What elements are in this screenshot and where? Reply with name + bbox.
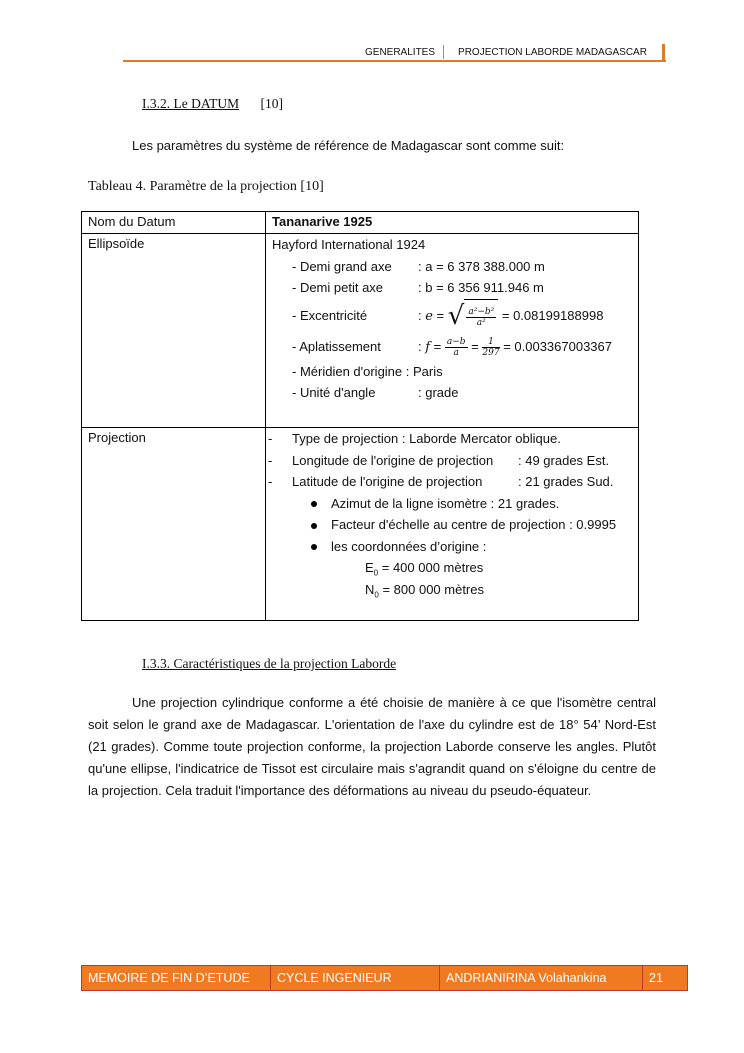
header-end-bar <box>662 44 665 60</box>
unite-label: - Unité d'angle <box>292 385 376 400</box>
longitude-label: Longitude de l'origine de projection <box>292 452 494 468</box>
footer-author: ANDRIANIRINA Volahankina <box>440 966 643 990</box>
dash-marker: - <box>268 452 273 468</box>
datum-table <box>81 211 639 621</box>
section-heading-datum <box>142 96 283 112</box>
azimut-text: Azimut de la ligne isomètre : 21 grades. <box>331 495 560 511</box>
dash-marker: - <box>268 474 273 489</box>
label-projection: Projection <box>88 430 146 445</box>
footer-page-number: 21 <box>649 971 663 985</box>
demi-grand-value: : a = 6 378 388.000 m <box>418 258 545 274</box>
facteur-text: Facteur d'échelle au centre de projection : 0.9995 <box>331 517 617 532</box>
header-title: PROJECTION LABORDE MADAGASCAR <box>458 46 647 58</box>
cell-value <box>266 428 639 621</box>
facteur-line <box>268 514 638 536</box>
aplatissement-value: = 0.003367003367 <box>503 338 612 354</box>
label-datum-name: Nom du Datum <box>88 214 176 229</box>
excentricite-value: = 0.08199188998 <box>501 307 604 323</box>
section-title: I.3.2. Le DATUM <box>142 96 240 111</box>
unite-value: : grade <box>418 385 459 400</box>
latitude-label: Latitude de l'origine de projection <box>292 474 483 489</box>
dash-marker: - <box>268 431 273 446</box>
bullet-icon <box>311 523 317 529</box>
cell-label <box>82 212 266 234</box>
bullet-icon <box>311 501 317 507</box>
aplatissement-line <box>272 333 638 361</box>
table-caption: Tableau 4. Paramètre de la projection [10] <box>88 179 324 194</box>
e0-var: E <box>365 560 374 575</box>
label-ellipsoid: Ellipsoïde <box>88 236 145 251</box>
longitude-value: : 49 grades Est. <box>518 452 610 468</box>
cell-value <box>266 234 639 428</box>
excentricite-formula: : e = √ $\frac{\text{a²−b²}}{\text{a²}}$ <box>418 308 498 323</box>
section-title: I.3.3. Caractéristiques de la projection Laborde <box>142 656 397 671</box>
footer-cycle: CYCLE INGENIEUR <box>271 966 440 990</box>
latitude-line <box>268 471 638 493</box>
e0-line <box>268 557 638 579</box>
bullet-icon <box>311 544 317 550</box>
projection-type: Type de projection : Laborde Mercator oblique. <box>292 431 561 446</box>
meridien-line: - Méridien d'origine : Paris <box>292 363 443 379</box>
n0-line <box>268 579 638 601</box>
demi-petit-label: - Demi petit axe <box>292 280 384 295</box>
demi-grand-label: - Demi grand axe <box>292 258 392 274</box>
header-rule <box>123 60 666 62</box>
table-row <box>82 234 639 428</box>
cell-label <box>82 234 266 428</box>
intro-text: Les paramètres du système de référence de Madagascar sont comme suit: <box>132 138 565 153</box>
coords-line <box>268 536 638 558</box>
latitude-value: : 21 grades Sud. <box>518 474 614 489</box>
longitude-line <box>268 450 638 472</box>
demi-petit-value: : b = 6 356 911.946 m <box>418 280 544 295</box>
aplatissement-formula: : f = $\frac{a-b}{a}$ = $\frac{1}{297}$ <box>418 336 500 358</box>
cell-value <box>266 212 639 234</box>
n0-value: = 800 000 mètres <box>378 581 484 597</box>
demi-grand-axe-line <box>272 256 638 278</box>
demi-petit-axe-line <box>272 277 638 299</box>
unite-line <box>272 382 638 404</box>
section-ref: [10] <box>260 96 283 111</box>
page-footer <box>81 965 688 991</box>
body-paragraph <box>88 692 656 802</box>
footer-memoire: MEMOIRE DE FIN D’ETUDE <box>82 966 271 990</box>
table-row <box>82 212 639 234</box>
excentricite-label: - Excentricité <box>292 307 368 323</box>
azimut-line <box>268 493 638 515</box>
projection-type-line <box>268 428 638 450</box>
page-header <box>365 44 647 60</box>
excentricite-line <box>272 299 638 333</box>
e0-sub: 0 <box>373 568 379 578</box>
coords-text: les coordonnées d’origine : <box>331 538 487 554</box>
value-datum-name: Tananarive 1925 <box>272 214 373 229</box>
header-section: GENERALITES <box>365 46 436 58</box>
n0-var: N <box>365 581 375 597</box>
table-row <box>82 428 639 621</box>
ellipsoid-name: Hayford International 1924 <box>272 237 426 252</box>
e0-value: = 400 000 mètres <box>378 560 484 575</box>
n0-sub: 0 <box>374 590 379 600</box>
section-heading-caracteristiques <box>142 656 396 672</box>
cell-label <box>82 428 266 621</box>
paragraph-text: Une projection cylindrique conforme a été choisie de manière à ce que l'isomètre central soit selon le grand axe de Madagascar. L'orientation de l'axe du cylindre est de 18° 54’ Nord-Est (21 grades). Comme toute projection conforme, la projection Laborde conserve les angles. Plutôt qu'une ellipse, l'indicatrice de Tissot est circulaire mais s'agrandit quand on s'éloigne du centre de la projection. Cela traduit l'importance des déformations au niveau du pseudo-équateur. <box>88 695 656 798</box>
aplatissement-label: - Aplatissement <box>292 338 381 354</box>
